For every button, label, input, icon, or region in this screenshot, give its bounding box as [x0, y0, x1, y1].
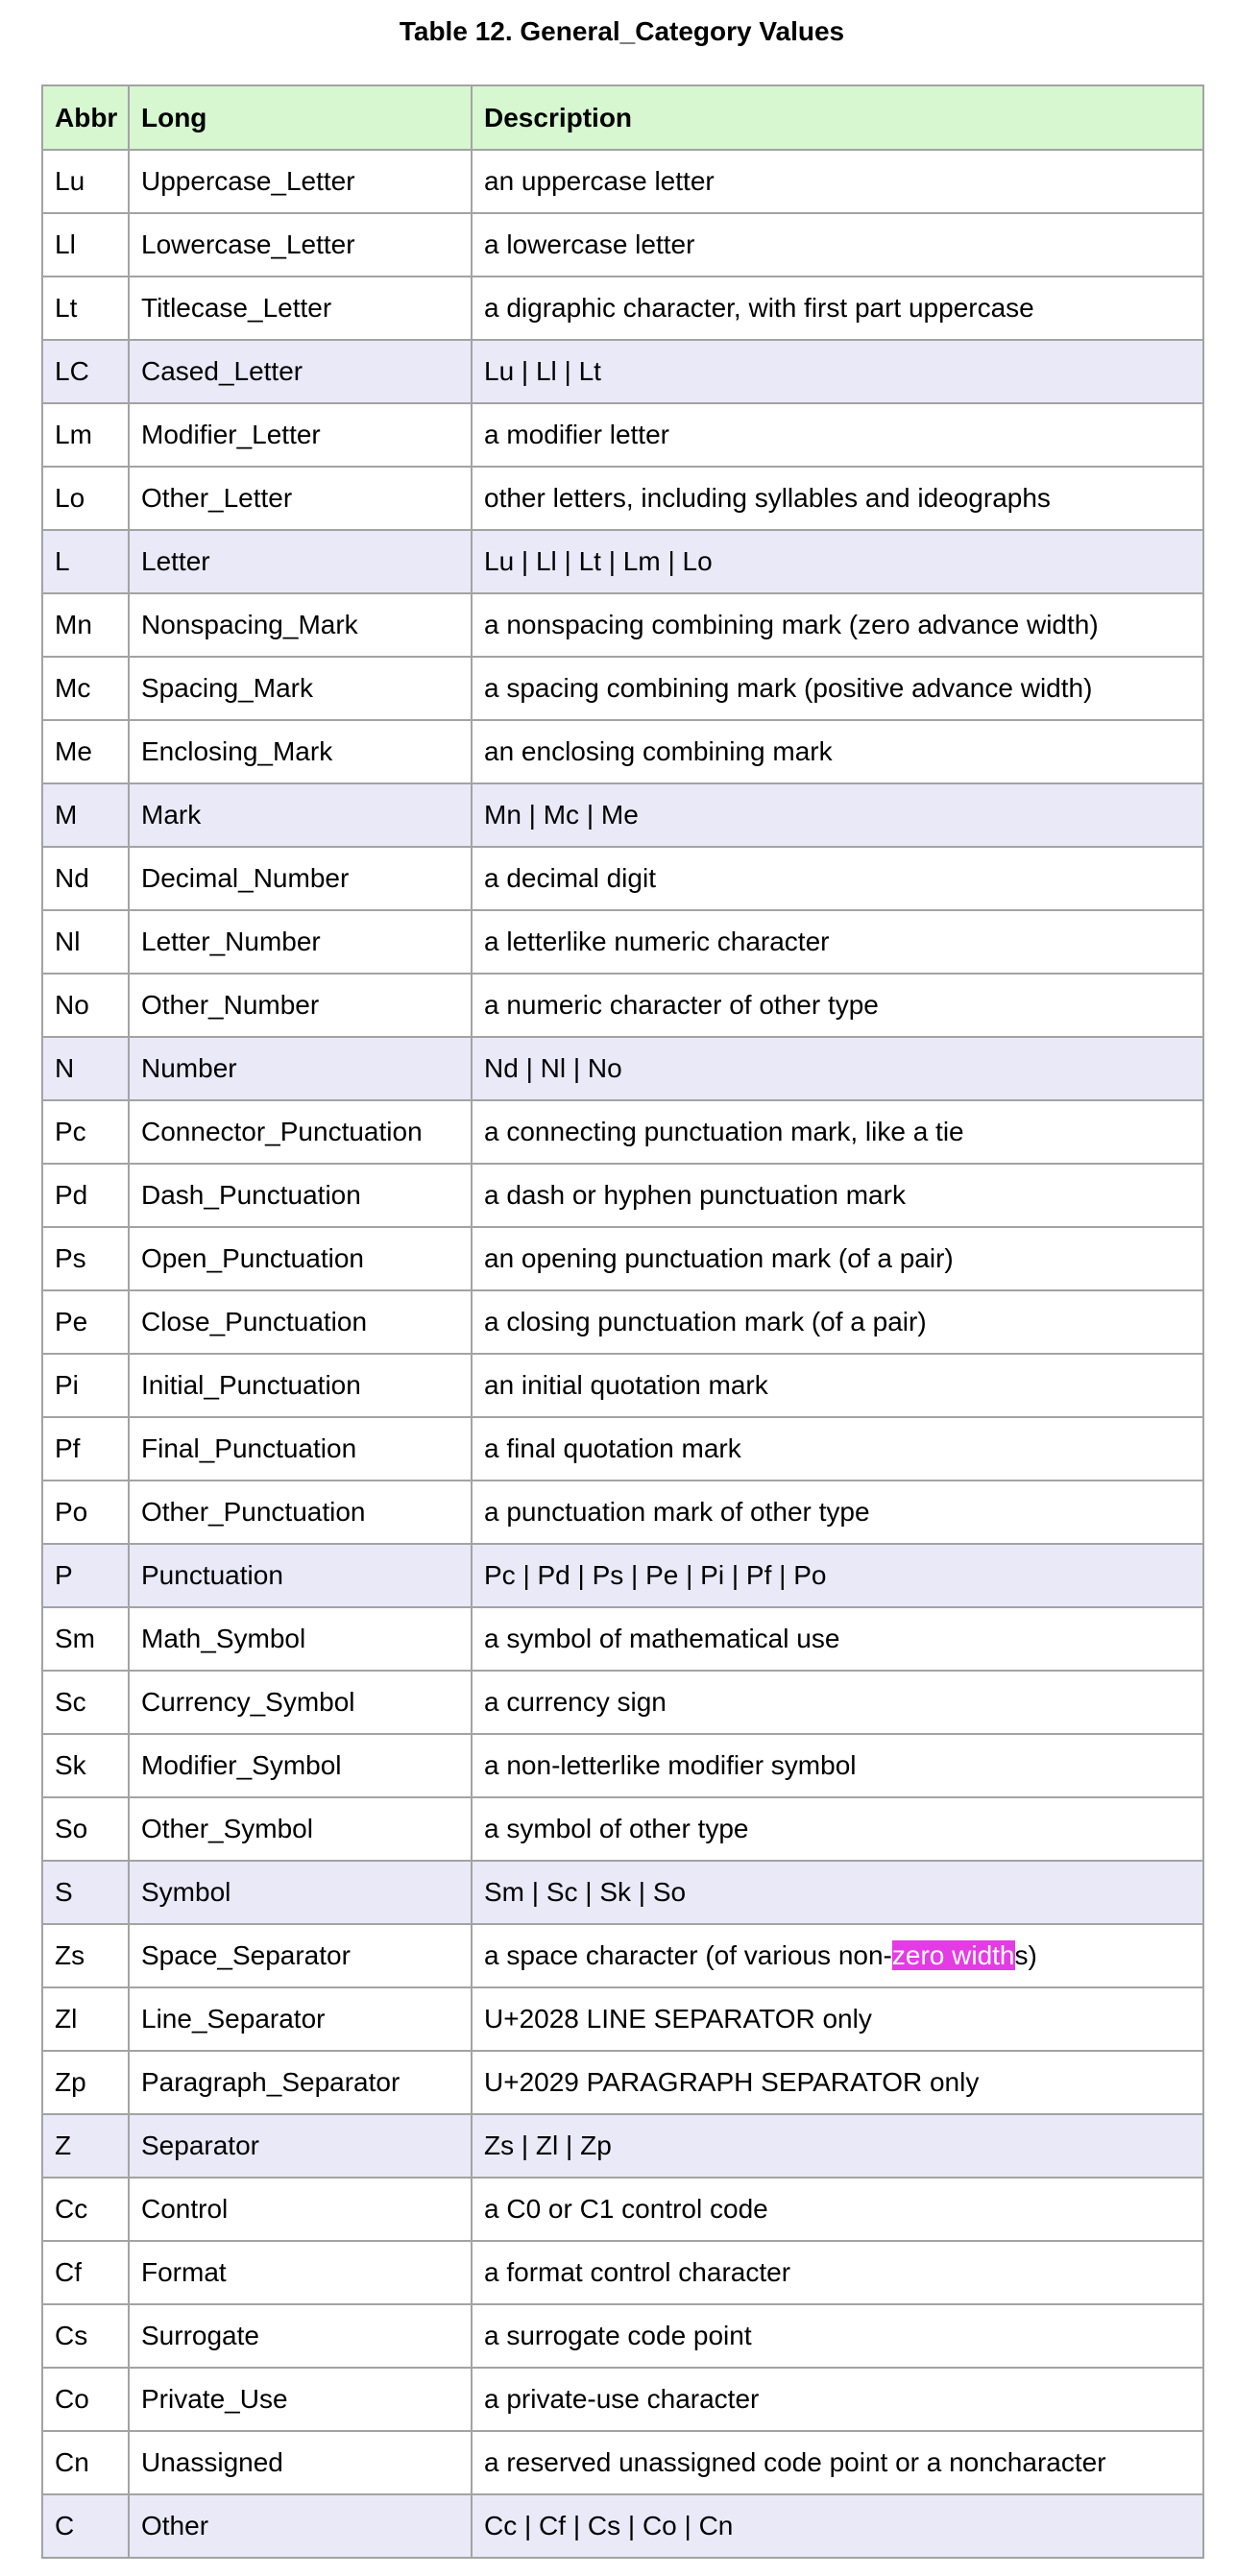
description-text: s): [1014, 1940, 1037, 1970]
table-row: [42, 1924, 1203, 1987]
cell-abbr: Pc: [42, 1100, 129, 1164]
cell-abbr: Cc: [42, 2178, 129, 2241]
cell-description: a closing punctuation mark (of a pair): [472, 1290, 1203, 1354]
cell-long: Space_Separator: [129, 1924, 472, 1987]
table-row: [42, 1544, 1203, 1607]
cell-long: Mark: [129, 783, 472, 847]
table-row: [42, 1037, 1203, 1100]
cell-description: Pc | Pd | Ps | Pe | Pi | Pf | Po: [472, 1544, 1203, 1607]
cell-long: Separator: [129, 2114, 472, 2178]
cell-abbr: Cs: [42, 2304, 129, 2368]
cell-abbr: Sk: [42, 1734, 129, 1797]
cell-description: a dash or hyphen punctuation mark: [472, 1164, 1203, 1227]
cell-description: U+2028 LINE SEPARATOR only: [472, 1987, 1203, 2051]
table-row: [42, 1607, 1203, 1671]
cell-long: Paragraph_Separator: [129, 2051, 472, 2114]
table-row: [42, 2304, 1203, 2368]
cell-abbr: Lu: [42, 150, 129, 213]
cell-description: Sm | Sc | Sk | So: [472, 1861, 1203, 1924]
cell-long: Symbol: [129, 1861, 472, 1924]
table-row: [42, 2178, 1203, 2241]
cell-abbr: P: [42, 1544, 129, 1607]
cell-long: Modifier_Letter: [129, 403, 472, 467]
cell-long: Letter_Number: [129, 910, 472, 974]
cell-description: a private-use character: [472, 2368, 1203, 2431]
cell-description: an initial quotation mark: [472, 1354, 1203, 1417]
cell-long: Spacing_Mark: [129, 657, 472, 720]
cell-long: Control: [129, 2178, 472, 2241]
cell-abbr: LC: [42, 340, 129, 403]
cell-long: Unassigned: [129, 2431, 472, 2494]
cell-description: a digraphic character, with first part uppercase: [472, 277, 1203, 340]
cell-long: Other: [129, 2494, 472, 2558]
cell-abbr: Nd: [42, 847, 129, 910]
cell-long: Other_Symbol: [129, 1797, 472, 1861]
table-row: [42, 2051, 1203, 2114]
cell-long: Currency_Symbol: [129, 1671, 472, 1734]
table-row: [42, 1481, 1203, 1544]
cell-description: a numeric character of other type: [472, 974, 1203, 1037]
table-row: [42, 2114, 1203, 2178]
cell-long: Other_Number: [129, 974, 472, 1037]
cell-abbr: Sm: [42, 1607, 129, 1671]
table-row: [42, 910, 1203, 974]
cell-long: Modifier_Symbol: [129, 1734, 472, 1797]
cell-description: Zs | Zl | Zp: [472, 2114, 1203, 2178]
table-row: [42, 1164, 1203, 1227]
cell-description: a modifier letter: [472, 403, 1203, 467]
cell-abbr: Sc: [42, 1671, 129, 1734]
cell-long: Titlecase_Letter: [129, 277, 472, 340]
cell-long: Lowercase_Letter: [129, 213, 472, 277]
cell-abbr: Mn: [42, 593, 129, 657]
cell-description: a surrogate code point: [472, 2304, 1203, 2368]
cell-abbr: Zp: [42, 2051, 129, 2114]
table-row: [42, 593, 1203, 657]
cell-description: a nonspacing combining mark (zero advance width): [472, 593, 1203, 657]
cell-long: Other_Punctuation: [129, 1481, 472, 1544]
cell-abbr: Pd: [42, 1164, 129, 1227]
table-row: [42, 1290, 1203, 1354]
cell-abbr: Zs: [42, 1924, 129, 1987]
cell-description: an enclosing combining mark: [472, 720, 1203, 783]
column-header-long: Long: [129, 85, 472, 150]
cell-abbr: Lm: [42, 403, 129, 467]
cell-description: a reserved unassigned code point or a noncharacter: [472, 2431, 1203, 2494]
column-header-abbr: Abbr: [42, 85, 129, 150]
cell-abbr: Zl: [42, 1987, 129, 2051]
cell-abbr: Po: [42, 1481, 129, 1544]
cell-abbr: N: [42, 1037, 129, 1100]
cell-long: Format: [129, 2241, 472, 2304]
table-row: [42, 1354, 1203, 1417]
cell-long: Surrogate: [129, 2304, 472, 2368]
cell-abbr: Co: [42, 2368, 129, 2431]
cell-long: Number: [129, 1037, 472, 1100]
cell-long: Private_Use: [129, 2368, 472, 2431]
cell-description: a format control character: [472, 2241, 1203, 2304]
cell-description: a lowercase letter: [472, 213, 1203, 277]
cell-description: Cc | Cf | Cs | Co | Cn: [472, 2494, 1203, 2558]
cell-abbr: Lt: [42, 277, 129, 340]
cell-abbr: Lo: [42, 467, 129, 530]
cell-long: Other_Letter: [129, 467, 472, 530]
table-row: [42, 150, 1203, 213]
cell-description: a letterlike numeric character: [472, 910, 1203, 974]
cell-long: Enclosing_Mark: [129, 720, 472, 783]
highlighted-text: zero width: [891, 1940, 1015, 1970]
table-row: [42, 720, 1203, 783]
cell-long: Close_Punctuation: [129, 1290, 472, 1354]
table-body: [42, 150, 1203, 2558]
cell-long: Initial_Punctuation: [129, 1354, 472, 1417]
table-row: [42, 1100, 1203, 1164]
cell-long: Math_Symbol: [129, 1607, 472, 1671]
table-row: [42, 783, 1203, 847]
cell-long: Dash_Punctuation: [129, 1164, 472, 1227]
table-row: [42, 1861, 1203, 1924]
cell-abbr: Cf: [42, 2241, 129, 2304]
cell-description: Lu | Ll | Lt: [472, 340, 1203, 403]
table-row: [42, 1734, 1203, 1797]
cell-abbr: Z: [42, 2114, 129, 2178]
table-row: [42, 2494, 1203, 2558]
table-row: [42, 1227, 1203, 1290]
cell-abbr: Ll: [42, 213, 129, 277]
table-row: [42, 340, 1203, 403]
cell-long: Open_Punctuation: [129, 1227, 472, 1290]
table-row: [42, 1671, 1203, 1734]
cell-abbr: L: [42, 530, 129, 593]
cell-long: Cased_Letter: [129, 340, 472, 403]
cell-abbr: Cn: [42, 2431, 129, 2494]
table-row: [42, 530, 1203, 593]
cell-description: [472, 1924, 1203, 1987]
cell-long: Punctuation: [129, 1544, 472, 1607]
cell-description: an uppercase letter: [472, 150, 1203, 213]
cell-description: a decimal digit: [472, 847, 1203, 910]
description-text: a space character (of various non-: [484, 1940, 892, 1970]
cell-description: other letters, including syllables and ideographs: [472, 467, 1203, 530]
cell-description: a connecting punctuation mark, like a tie: [472, 1100, 1203, 1164]
cell-long: Uppercase_Letter: [129, 150, 472, 213]
cell-abbr: Mc: [42, 657, 129, 720]
table-row: [42, 847, 1203, 910]
cell-description: a C0 or C1 control code: [472, 2178, 1203, 2241]
column-header-description: Description: [472, 85, 1203, 150]
cell-description: a spacing combining mark (positive advance width): [472, 657, 1203, 720]
cell-abbr: So: [42, 1797, 129, 1861]
cell-abbr: Pf: [42, 1417, 129, 1481]
header-row: [42, 85, 1203, 150]
page-title: Table 12. General_Category Values: [399, 16, 845, 46]
table-row: [42, 2241, 1203, 2304]
cell-abbr: No: [42, 974, 129, 1037]
cell-long: Final_Punctuation: [129, 1417, 472, 1481]
table-row: [42, 2431, 1203, 2494]
cell-description: a punctuation mark of other type: [472, 1481, 1203, 1544]
cell-abbr: Me: [42, 720, 129, 783]
cell-description: Lu | Ll | Lt | Lm | Lo: [472, 530, 1203, 593]
cell-long: Connector_Punctuation: [129, 1100, 472, 1164]
cell-description: a non-letterlike modifier symbol: [472, 1734, 1203, 1797]
cell-abbr: Nl: [42, 910, 129, 974]
cell-abbr: M: [42, 783, 129, 847]
general-category-table: [41, 84, 1204, 2559]
table-row: [42, 213, 1203, 277]
cell-long: Decimal_Number: [129, 847, 472, 910]
table-row: [42, 1987, 1203, 2051]
cell-long: Letter: [129, 530, 472, 593]
cell-abbr: Pi: [42, 1354, 129, 1417]
cell-description: U+2029 PARAGRAPH SEPARATOR only: [472, 2051, 1203, 2114]
table-row: [42, 1417, 1203, 1481]
table-row: [42, 1797, 1203, 1861]
table-row: [42, 467, 1203, 530]
cell-long: Line_Separator: [129, 1987, 472, 2051]
cell-abbr: Ps: [42, 1227, 129, 1290]
cell-abbr: S: [42, 1861, 129, 1924]
cell-description: Mn | Mc | Me: [472, 783, 1203, 847]
table-row: [42, 403, 1203, 467]
cell-description: Nd | Nl | No: [472, 1037, 1203, 1100]
table-row: [42, 657, 1203, 720]
cell-abbr: C: [42, 2494, 129, 2558]
cell-description: a symbol of mathematical use: [472, 1607, 1203, 1671]
table-row: [42, 2368, 1203, 2431]
cell-abbr: Pe: [42, 1290, 129, 1354]
cell-description: a currency sign: [472, 1671, 1203, 1734]
cell-description: a final quotation mark: [472, 1417, 1203, 1481]
cell-long: Nonspacing_Mark: [129, 593, 472, 657]
table-row: [42, 277, 1203, 340]
table-row: [42, 974, 1203, 1037]
cell-description: a symbol of other type: [472, 1797, 1203, 1861]
cell-description: an opening punctuation mark (of a pair): [472, 1227, 1203, 1290]
